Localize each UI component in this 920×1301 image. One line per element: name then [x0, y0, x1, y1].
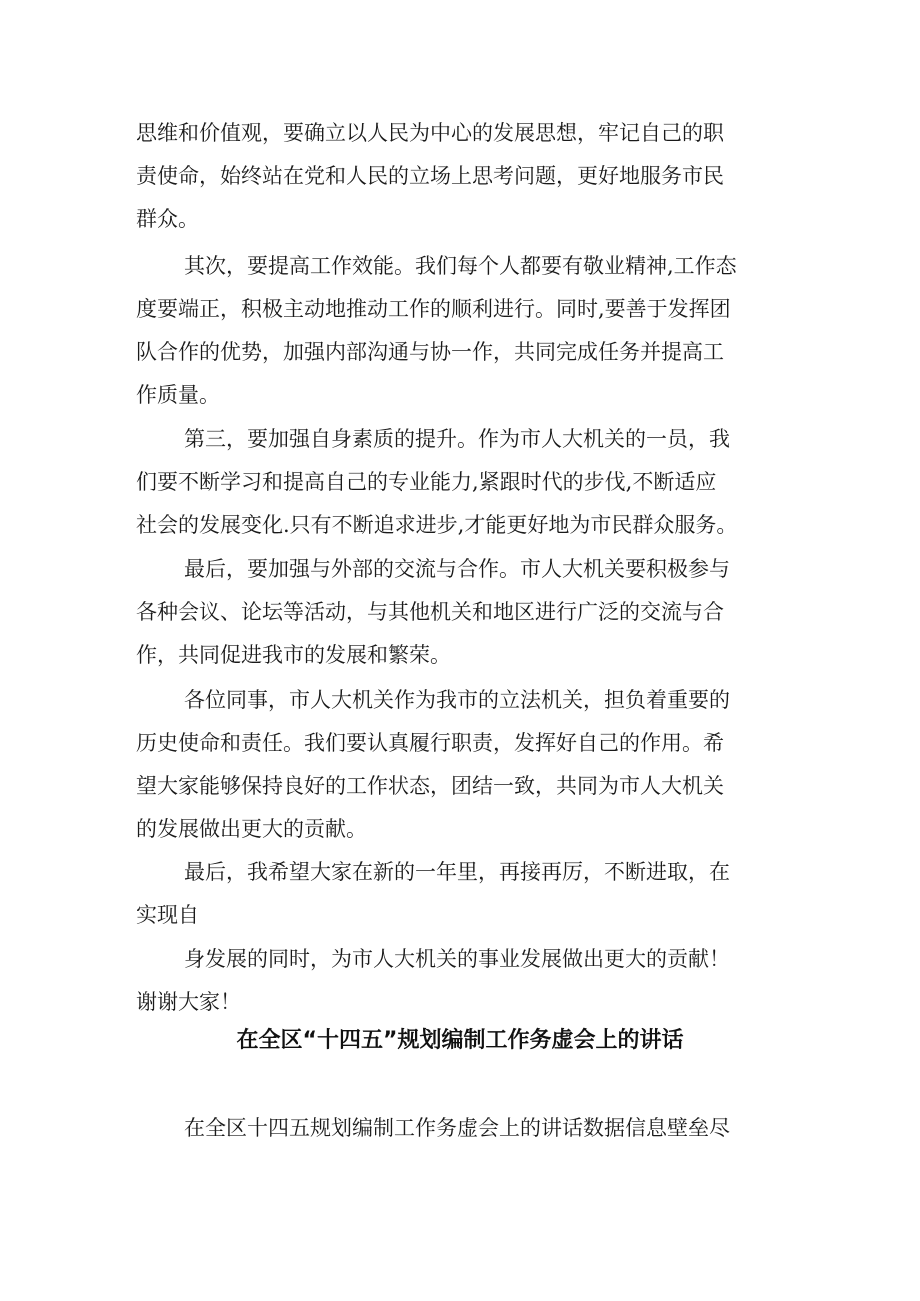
body-line: 责使命，始终站在党和人民的立场上思考问题，更好地服务市民: [136, 164, 724, 188]
body-line: 思维和价值观，要确立以人民为中心的发展思想，牢记自己的职: [136, 121, 724, 145]
body-line: 社会的发展变化.只有不断追求进步,才能更好地为市民群众服务。: [136, 513, 738, 537]
body-line: 最后，我希望大家在新的一年里，再接再厉，不断进取，在: [184, 860, 730, 884]
body-line: 作质量。: [136, 383, 220, 407]
body-line: 作，共同促进我市的发展和繁荣。: [136, 643, 451, 667]
body-line: 历史使命和责任。我们要认真履行职责，发挥好自己的作用。希: [136, 731, 724, 755]
body-line: 群众。: [136, 207, 199, 231]
body-line: 们要不断学习和提高自己的专业能力,紧跟时代的步伐,不断适应: [136, 470, 717, 494]
body-line: 最后，要加强与外部的交流与合作。市人大机关要积极参与: [184, 557, 730, 581]
body-line: 第三，要加强自身素质的提升。作为市人大机关的一员，我: [184, 427, 730, 451]
body-line: 各位同事，市人大机关作为我市的立法机关，担负着重要的: [184, 688, 730, 712]
body-line: 谢谢大家！: [136, 990, 241, 1014]
section-heading: 在全区“十四五”规划编制工作务虚会上的讲话: [236, 1028, 684, 1053]
body-line: 望大家能够保持良好的工作状态，团结一致，共同为市人大机关: [136, 774, 724, 798]
body-line: 度要端正，积极主动地推动工作的顺利进行。同时,要善于发挥团: [136, 297, 731, 321]
body-line: 队合作的优势，加强内部沟通与协一作，共同完成任务并提高工: [136, 340, 724, 364]
body-line: 各种会议、论坛等活动，与其他机关和地区进行广泛的交流与合: [136, 600, 724, 624]
body-line: 的发展做出更大的贡献。: [136, 817, 367, 841]
body-line: 其次，要提高工作效能。我们每个人都要有敬业精神,工作态: [184, 254, 737, 278]
body-line: 在全区十四五规划编制工作务虚会上的讲话数据信息壁垒尽: [184, 1116, 730, 1140]
body-line: 实现自: [136, 903, 199, 927]
body-line: 身发展的同时，为市人大机关的事业发展做出更大的贡献！: [184, 947, 730, 971]
